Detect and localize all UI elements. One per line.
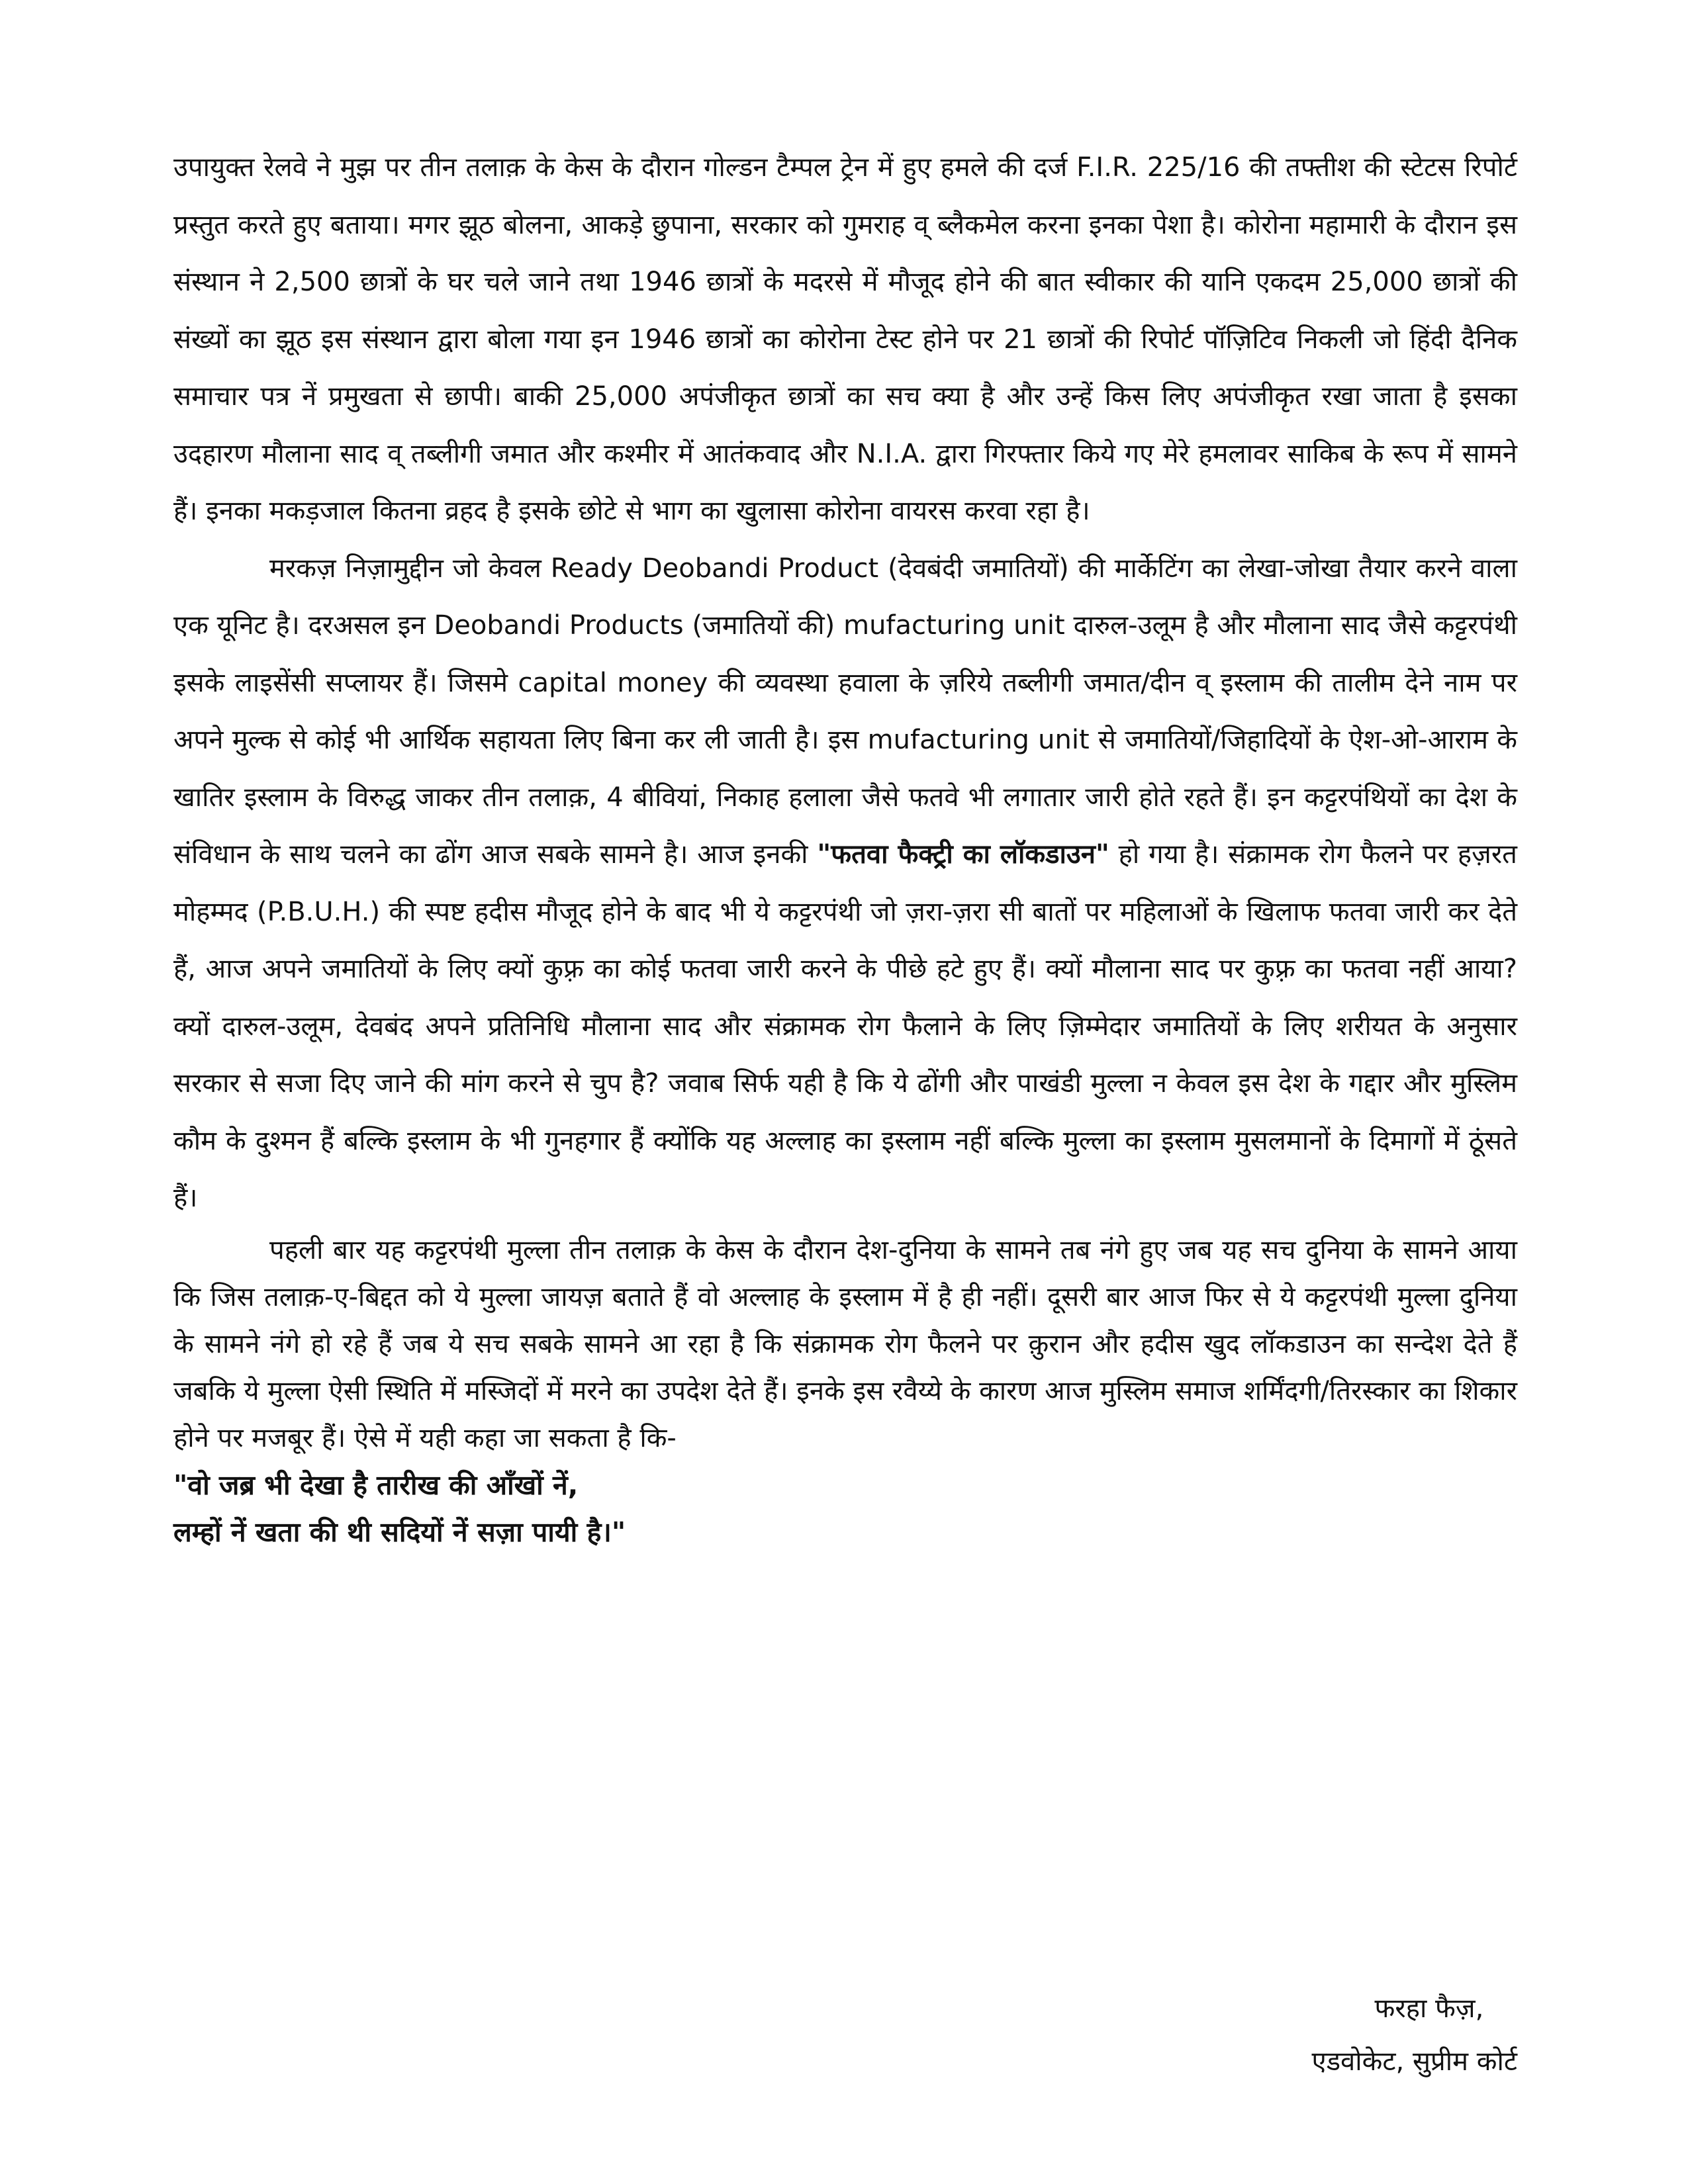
signature-name: फरहा फैज़, bbox=[1374, 1993, 1484, 2024]
paragraph-3: पहली बार यह कट्टरपंथी मुल्ला तीन तलाक़ के केस के दौरान देश-दुनिया के सामने तब नंगे हुए जब यह सच दुनिया के सामने आया कि जिस तलाक़-ए-बिद्दत को ये मुल्ला जायज़ बताते हैं वो अल्लाह के इस्लाम में है ही नहीं। दूसरी बार आज फिर से ये कट्टरपंथी मुल्ला दुनिया के सामने नंगे हो रहे हैं जब ये सच सबके सामने आ रहा है कि संक्रामक रोग फैलने पर क़ुरान और हदीस खुद लॉकडाउन का सन्देश देते हैं जबकि ये मुल्ला ऐसी स्थिति में मस्जिदों में मरने का उपदेश देते हैं। इनके इस रवैय्ये के कारण आज मुस्लिम समाज शर्मिंदगी/तिरस्कार का शिकार होने पर मजबूर हैं। ऐसे में यही कहा जा सकता है कि- bbox=[173, 1234, 1517, 1453]
paragraph-1: उपायुक्त रेलवे ने मुझ पर तीन तलाक़ के केस के दौरान गोल्डन टैम्पल ट्रेन में हुए हमले की दर्ज F.I.R. 225/16 की तफ्तीश की स्टेटस रिपोर्ट प्रस्तुत करते हुए बताया। मगर झूठ बोलना, आकड़े छुपाना, सरकार को गुमराह व् ब्लैकमेल करना इनका पेशा है। कोरोना महामारी के दौरान इस संस्थान ने 2,500 छात्रों के घर चले जाने तथा 1946 छात्रों के मदरसे में मौजूद होने की बात स्वीकार की यानि एकदम 25,000 छात्रों की संख्यों का झूठ इस संस्थान द्वारा बोला गया इन 1946 छात्रों का कोरोना टेस्ट होने पर 21 छात्रों की रिपोर्ट पॉज़िटिव निकली जो हिंदी दैनिक समाचार पत्र नें प्रमुखता से छापी। बाकी 25,000 अपंजीकृत छात्रों का सच क्या है और उन्हें किस लिए अपंजीकृत रखा जाता है इसका उदहारण मौलाना साद व् तब्लीगी जमात और कश्मीर में आतंकवाद और N.I.A. द्वारा गिरफ्तार किये गए मेरे हमलावर साकिब के रूप में सामने हैं। इनका मकड़जाल कितना व्रहद है इसके छोटे से भाग का खुलासा कोरोना वायरस करवा रहा है। bbox=[173, 152, 1518, 526]
signature-title: एडवोकेट, सुप्रीम कोर्ट bbox=[1311, 2046, 1517, 2077]
couplet-line-1: "वो जब्र भी देखा है तारीख की आँखों नें, bbox=[173, 1469, 579, 1501]
paragraph-2-bold-phrase: "फतवा फैक्ट्री का लॉकडाउन" bbox=[817, 839, 1109, 870]
couplet-line-2: लम्हों नें खता की थी सदियों नें सज़ा पायी है।" bbox=[173, 1516, 626, 1548]
paragraph-2-text-end: हो गया है। संक्रामक रोग फैलने पर हज़रत मोहम्मद (P.B.U.H.) की स्पष्ट हदीस मौजूद होने के बाद भी ये कट्टरपंथी जो ज़रा-ज़रा सी बातों पर महिलाओं के खिलाफ फतवा जारी कर देते हैं, आज अपने जमातियों के लिए क्यों कुफ़्र का कोई फतवा जारी करने के पीछे हटे हुए हैं। क्यों मौलाना साद पर कुफ़्र का फतवा नहीं आया? क्यों दारुल-उलूम, देवबंद अपने प्रतिनिधि मौलाना साद और संक्रामक रोग फैलाने के लिए ज़िम्मेदार जमातियों के लिए शरीयत के अनुसार सरकार से सजा दिए जाने की मांग करने से चुप है? जवाब सिर्फ यही है कि ये ढोंगी और पाखंडी मुल्ला न केवल इस देश के गद्दार और मुस्लिम कौम के दुश्मन हैं बल्कि इस्लाम के भी गुनहगार हैं क्योंकि यह अल्लाह का इस्लाम नहीं बल्कि मुल्ला का इस्लाम मुसलमानों के दिमागों में ठूंसते हैं। bbox=[173, 839, 1517, 1213]
paragraph-2-text-start: मरकज़ निज़ामुद्दीन जो केवल Ready Deobandi Product (देवबंदी जमातियों) की मार्केटिंग का लेखा-जोखा तैयार करने वाला एक यूनिट है। दरअसल इन Deobandi Products (जमातियों की) mufacturing unit दारुल-उलूम है और मौलाना साद जैसे कट्टरपंथी इसके लाइसेंसी सप्लायर हैं। जिसमे capital money की व्यवस्था हवाला के ज़रिये तब्लीगी जमात/दीन व् इस्लाम की तालीम देने नाम पर अपने मुल्क से कोई भी आर्थिक सहायता लिए बिना कर ली जाती है। इस mufacturing unit से जमातियों/जिहादियों के ऐश-ओ-आराम के खातिर इस्लाम के विरुद्ध जाकर तीन तलाक़, 4 बीवियां, निकाह हलाला जैसे फतवे भी लगातार जारी होते रहते हैं। इन कट्टरपंथियों का देश के संविधान के साथ चलने का ढोंग आज सबके सामने है। आज इनकी bbox=[173, 553, 1517, 870]
letter-body bbox=[173, 139, 1517, 1556]
signature-block bbox=[1312, 1982, 1517, 2088]
paragraph-2 bbox=[173, 540, 1517, 1227]
